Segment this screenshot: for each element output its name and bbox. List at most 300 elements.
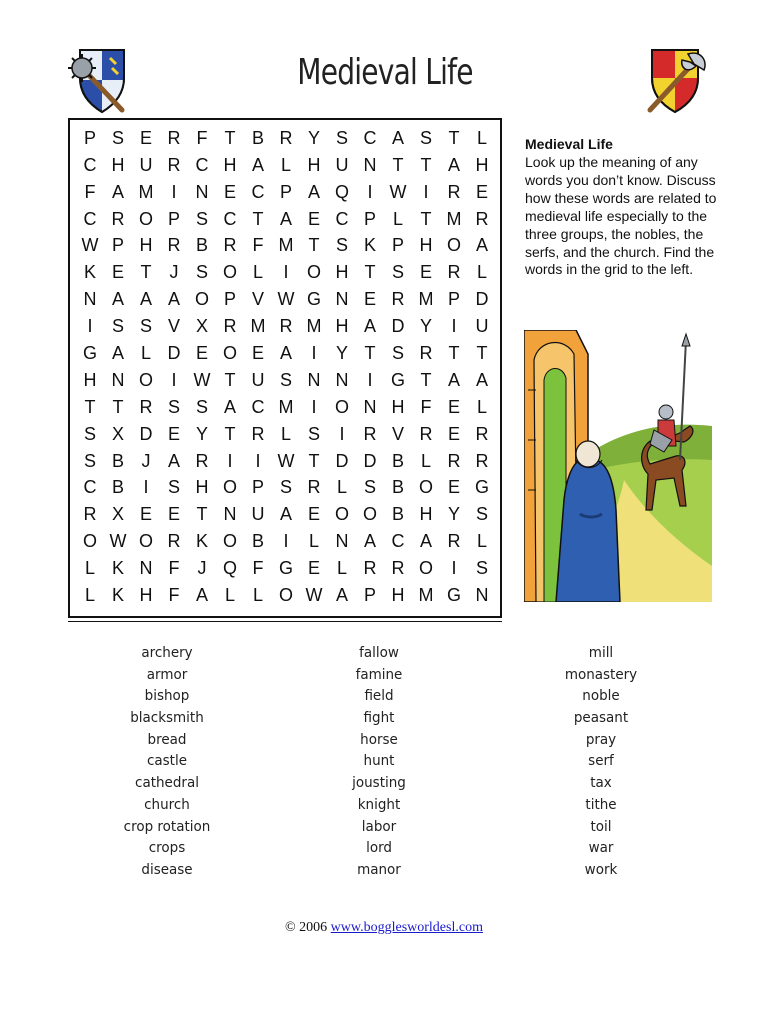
grid-letter: C — [363, 127, 377, 148]
grid-letter: K — [195, 531, 208, 552]
grid-letter: D — [363, 450, 377, 471]
footer — [0, 920, 768, 936]
word-list-item: cathedral — [135, 775, 199, 792]
grid-letter: A — [195, 585, 208, 606]
grid-letter: P — [363, 585, 376, 606]
word-list-item: tax — [590, 775, 612, 792]
grid-letter: S — [111, 316, 124, 337]
word-list-item: field — [364, 688, 394, 705]
grid-letter: N — [335, 369, 349, 390]
grid-letter: E — [419, 262, 432, 283]
grid-letter: A — [111, 181, 124, 202]
grid-letter: A — [363, 531, 376, 552]
grid-letter: O — [418, 477, 433, 498]
grid-letter: R — [251, 423, 265, 444]
grid-letter: O — [334, 504, 349, 525]
grid-letter: J — [169, 262, 179, 283]
grid-letter: T — [420, 208, 432, 229]
grid-letter: W — [277, 450, 295, 471]
grid-letter: Y — [307, 127, 320, 148]
grid-letter: A — [363, 316, 376, 337]
grid-letter: A — [447, 154, 460, 175]
word-column-3 — [521, 643, 681, 882]
grid-letter: Y — [419, 316, 432, 337]
grid-letter: E — [251, 343, 264, 364]
grid-letter: I — [423, 181, 429, 202]
grid-letter: E — [167, 504, 180, 525]
grid-letter: L — [420, 450, 431, 471]
grid-letter: S — [111, 127, 124, 148]
grid-letter: M — [446, 208, 462, 229]
grid-letter: H — [391, 585, 405, 606]
grid-letter: S — [167, 477, 180, 498]
grid-letter: R — [139, 396, 153, 417]
grid-letter: L — [140, 343, 151, 364]
grid-letter: R — [447, 450, 461, 471]
grid-letter: F — [168, 558, 180, 579]
word-list-item: church — [144, 796, 190, 813]
grid-letter: N — [335, 531, 349, 552]
grid-letter: E — [307, 504, 320, 525]
grid-letter: W — [81, 235, 99, 256]
word-list-item: famine — [355, 666, 403, 683]
grid-letter: E — [139, 504, 152, 525]
grid-letter: S — [279, 369, 292, 390]
grid-letter: E — [195, 343, 208, 364]
grid-letter: M — [306, 316, 322, 337]
grid-letter: F — [252, 235, 264, 256]
copyright-text: © 2006 — [285, 920, 328, 935]
grid-letter: S — [279, 477, 292, 498]
grid-letter: S — [83, 423, 96, 444]
word-list-item: fight — [363, 710, 395, 727]
grid-letter: D — [475, 289, 489, 310]
grid-letter: T — [420, 369, 432, 390]
grid-letter: R — [279, 127, 293, 148]
grid-letter: E — [447, 477, 460, 498]
word-list-item: toil — [590, 818, 612, 835]
grid-letter: F — [420, 396, 432, 417]
grid-letter: A — [279, 208, 292, 229]
grid-letter: T — [308, 235, 320, 256]
grid-letter: A — [167, 450, 180, 471]
grid-letter: Q — [222, 558, 237, 579]
grid-letter: I — [339, 423, 345, 444]
grid-letter: A — [391, 127, 404, 148]
word-list-item: pray — [585, 731, 617, 748]
grid-letter: L — [476, 127, 487, 148]
grid-underline — [68, 621, 502, 622]
grid-letter: R — [83, 504, 97, 525]
grid-letter: A — [447, 369, 460, 390]
grid-letter: I — [227, 450, 233, 471]
website-link[interactable]: www.bogglesworldesl.com — [330, 920, 483, 935]
word-column-2 — [299, 643, 459, 882]
grid-letter: M — [250, 316, 266, 337]
grid-letter: H — [475, 154, 489, 175]
grid-letter: R — [447, 262, 461, 283]
word-list-item: hunt — [363, 753, 395, 770]
grid-letter: L — [84, 558, 95, 579]
word-list-item: crops — [148, 840, 186, 857]
word-list-item: castle — [146, 753, 188, 770]
grid-letter: A — [223, 396, 236, 417]
grid-letter: I — [311, 343, 317, 364]
word-list-item: war — [588, 840, 614, 857]
grid-letter: O — [334, 396, 349, 417]
grid-letter: A — [475, 235, 488, 256]
grid-letter: N — [363, 154, 377, 175]
grid-letter: P — [363, 208, 376, 229]
grid-letter: P — [83, 127, 96, 148]
grid-letter: F — [252, 558, 264, 579]
grid-letter: N — [83, 289, 97, 310]
grid-letter: C — [83, 477, 97, 498]
grid-letter: N — [307, 369, 321, 390]
grid-letter: T — [420, 154, 432, 175]
grid-letter: R — [307, 477, 321, 498]
grid-letter: O — [138, 369, 153, 390]
grid-letter: R — [167, 127, 181, 148]
grid-letter: D — [167, 343, 181, 364]
grid-letter: R — [475, 208, 489, 229]
grid-letter: H — [139, 585, 153, 606]
grid-letter: G — [278, 558, 293, 579]
grid-letter: A — [335, 585, 348, 606]
grid-letter: H — [391, 396, 405, 417]
grid-letter: S — [195, 396, 208, 417]
grid-letter: D — [335, 450, 349, 471]
grid-letter: C — [251, 396, 265, 417]
grid-letter: A — [167, 289, 180, 310]
grid-letter: B — [251, 531, 264, 552]
grid-letter: H — [307, 154, 321, 175]
grid-letter: B — [251, 127, 264, 148]
grid-letter: H — [419, 504, 433, 525]
grid-letter: R — [223, 316, 237, 337]
word-column-1 — [87, 643, 247, 882]
grid-letter: E — [167, 423, 180, 444]
grid-letter: C — [223, 208, 237, 229]
grid-letter: O — [222, 343, 237, 364]
word-list-item: mill — [588, 645, 614, 661]
grid-letter: O — [446, 235, 461, 256]
grid-letter: R — [391, 558, 405, 579]
axe-shield-icon — [640, 44, 712, 116]
grid-letter: I — [451, 316, 457, 337]
grid-letter: A — [139, 289, 152, 310]
grid-letter: P — [167, 208, 180, 229]
grid-letter: O — [222, 262, 237, 283]
grid-letter: A — [279, 504, 292, 525]
grid-letter: S — [419, 127, 432, 148]
grid-letter: S — [475, 504, 488, 525]
grid-letter: S — [335, 235, 348, 256]
grid-letter: A — [475, 369, 488, 390]
grid-letter: J — [197, 558, 207, 579]
grid-letter: D — [391, 316, 405, 337]
word-list-item: armor — [146, 666, 188, 683]
word-search-grid — [76, 125, 496, 609]
grid-letter: O — [278, 585, 293, 606]
grid-letter: R — [475, 423, 489, 444]
grid-letter: T — [364, 343, 376, 364]
grid-letter: T — [364, 262, 376, 283]
grid-letter: O — [222, 477, 237, 498]
grid-letter: T — [140, 262, 152, 283]
grid-letter: I — [311, 396, 317, 417]
grid-letter: R — [279, 316, 293, 337]
word-list-item: bread — [147, 731, 187, 748]
grid-letter: W — [193, 369, 211, 390]
grid-letter: R — [363, 423, 377, 444]
grid-letter: G — [474, 477, 489, 498]
monk-knight-illustration — [524, 330, 712, 602]
grid-letter: V — [251, 289, 264, 310]
word-list-item: monastery — [564, 666, 638, 683]
word-list-item: bishop — [144, 688, 190, 705]
grid-letter: I — [367, 369, 373, 390]
grid-letter: H — [335, 262, 349, 283]
grid-letter: O — [138, 531, 153, 552]
grid-letter: G — [306, 289, 321, 310]
grid-letter: H — [111, 154, 125, 175]
word-list-item: peasant — [573, 710, 629, 727]
grid-letter: B — [391, 450, 404, 471]
grid-letter: S — [195, 208, 208, 229]
grid-letter: N — [363, 396, 377, 417]
grid-letter: X — [195, 316, 208, 337]
grid-letter: N — [223, 504, 237, 525]
grid-letter: S — [391, 343, 404, 364]
grid-letter: K — [111, 585, 124, 606]
grid-letter: E — [447, 423, 460, 444]
word-list-item: labor — [361, 818, 397, 835]
grid-letter: A — [251, 154, 264, 175]
grid-letter: E — [223, 181, 236, 202]
word-list-item: lord — [366, 840, 392, 857]
grid-letter: L — [476, 262, 487, 283]
grid-letter: H — [223, 154, 237, 175]
grid-letter: S — [83, 450, 96, 471]
grid-letter: N — [475, 585, 489, 606]
grid-letter: H — [419, 235, 433, 256]
grid-letter: M — [418, 289, 434, 310]
grid-letter: M — [418, 585, 434, 606]
grid-letter: R — [167, 531, 181, 552]
grid-letter: R — [447, 181, 461, 202]
grid-letter: L — [252, 262, 263, 283]
grid-letter: B — [195, 235, 208, 256]
grid-letter: T — [476, 343, 488, 364]
grid-letter: T — [112, 396, 124, 417]
grid-letter: Y — [195, 423, 208, 444]
grid-letter: K — [111, 558, 124, 579]
grid-letter: L — [476, 531, 487, 552]
grid-letter: H — [335, 316, 349, 337]
grid-letter: G — [82, 343, 97, 364]
grid-letter: W — [305, 585, 323, 606]
grid-letter: I — [283, 262, 289, 283]
grid-letter: K — [83, 262, 96, 283]
grid-letter: B — [391, 504, 404, 525]
word-list-item: fallow — [359, 645, 399, 661]
grid-letter: Y — [335, 343, 348, 364]
grid-letter: I — [87, 316, 93, 337]
grid-letter: P — [111, 235, 124, 256]
grid-letter: T — [196, 504, 208, 525]
grid-letter: O — [194, 289, 209, 310]
grid-letter: T — [224, 423, 236, 444]
grid-letter: T — [392, 154, 404, 175]
word-list-item: work — [584, 861, 618, 878]
grid-letter: A — [419, 531, 432, 552]
grid-letter: B — [111, 477, 124, 498]
grid-letter: S — [139, 316, 152, 337]
grid-letter: L — [252, 585, 263, 606]
grid-letter: T — [84, 396, 96, 417]
grid-letter: U — [139, 154, 153, 175]
grid-letter: C — [251, 181, 265, 202]
grid-letter: R — [111, 208, 125, 229]
grid-letter: I — [367, 181, 373, 202]
grid-letter: A — [279, 343, 292, 364]
grid-letter: E — [307, 208, 320, 229]
grid-letter: N — [195, 181, 209, 202]
grid-letter: L — [308, 531, 319, 552]
grid-letter: U — [251, 369, 265, 390]
grid-letter: T — [252, 208, 264, 229]
grid-letter: P — [391, 235, 404, 256]
grid-letter: P — [223, 289, 236, 310]
grid-letter: P — [279, 181, 292, 202]
word-lists — [96, 643, 696, 883]
grid-letter: U — [475, 316, 489, 337]
grid-letter: W — [389, 181, 407, 202]
mace-shield-icon — [64, 44, 136, 116]
grid-letter: R — [475, 450, 489, 471]
grid-letter: J — [141, 450, 151, 471]
grid-letter: L — [224, 585, 235, 606]
grid-letter: H — [139, 235, 153, 256]
word-list-item: blacksmith — [130, 710, 204, 727]
grid-letter: L — [280, 154, 291, 175]
grid-letter: O — [362, 504, 377, 525]
grid-letter: S — [475, 558, 488, 579]
grid-letter: X — [111, 504, 124, 525]
grid-letter: V — [167, 316, 180, 337]
grid-letter: F — [168, 585, 180, 606]
word-list-item: knight — [357, 796, 401, 813]
grid-letter: S — [167, 396, 180, 417]
grid-letter: M — [138, 181, 154, 202]
grid-letter: O — [138, 208, 153, 229]
grid-letter: L — [336, 477, 347, 498]
grid-letter: M — [278, 396, 294, 417]
grid-letter: I — [171, 369, 177, 390]
word-list-item: serf — [588, 753, 614, 770]
grid-letter: L — [84, 585, 95, 606]
grid-letter: G — [446, 585, 461, 606]
grid-letter: F — [84, 181, 96, 202]
word-list-item: disease — [141, 861, 193, 878]
grid-letter: S — [391, 262, 404, 283]
grid-letter: A — [307, 181, 320, 202]
grid-letter: I — [283, 531, 289, 552]
grid-letter: T — [224, 369, 236, 390]
grid-letter: Q — [334, 181, 349, 202]
grid-letter: Y — [447, 504, 460, 525]
grid-letter: S — [335, 127, 348, 148]
grid-letter: R — [363, 558, 377, 579]
grid-letter: G — [390, 369, 405, 390]
grid-letter: R — [419, 423, 433, 444]
grid-letter: T — [448, 127, 460, 148]
grid-letter: R — [391, 289, 405, 310]
grid-letter: V — [391, 423, 404, 444]
grid-letter: T — [308, 450, 320, 471]
grid-letter: C — [335, 208, 349, 229]
grid-letter: W — [277, 289, 295, 310]
grid-letter: N — [139, 558, 153, 579]
word-list-item: archery — [141, 645, 193, 661]
grid-letter: S — [307, 423, 320, 444]
grid-letter: L — [392, 208, 403, 229]
grid-letter: T — [448, 343, 460, 364]
grid-letter: D — [139, 423, 153, 444]
grid-letter: O — [222, 531, 237, 552]
grid-letter: A — [111, 289, 124, 310]
grid-letter: O — [306, 262, 321, 283]
grid-letter: I — [143, 477, 149, 498]
grid-letter: E — [139, 127, 152, 148]
sidebar-instructions: Look up the meaning of any words you don’t know. Discuss how these words are related to medieval life especially to the three groups, the nobles, the serfs, and the church. Find the words in the grid to the left. — [525, 154, 717, 278]
grid-letter: R — [447, 531, 461, 552]
grid-letter: L — [280, 423, 291, 444]
grid-letter: C — [391, 531, 405, 552]
grid-letter: R — [167, 154, 181, 175]
grid-letter: T — [224, 127, 236, 148]
grid-letter: M — [278, 235, 294, 256]
grid-letter: H — [83, 369, 97, 390]
grid-letter: I — [451, 558, 457, 579]
grid-letter: K — [363, 235, 376, 256]
grid-letter: F — [196, 127, 208, 148]
word-list-item: manor — [357, 861, 401, 878]
grid-letter: B — [391, 477, 404, 498]
word-list-item: horse — [360, 731, 398, 748]
grid-letter: N — [111, 369, 125, 390]
word-list-item: tithe — [585, 796, 617, 813]
grid-letter: N — [335, 289, 349, 310]
grid-letter: C — [195, 154, 209, 175]
grid-letter: R — [223, 235, 237, 256]
grid-letter: R — [167, 235, 181, 256]
grid-letter: C — [83, 154, 97, 175]
grid-letter: B — [111, 450, 124, 471]
grid-letter: U — [335, 154, 349, 175]
grid-letter: W — [109, 531, 127, 552]
grid-letter: I — [171, 181, 177, 202]
grid-letter: S — [195, 262, 208, 283]
word-list-item: crop rotation — [123, 818, 211, 835]
grid-letter: H — [195, 477, 209, 498]
grid-letter: E — [111, 262, 124, 283]
grid-letter: I — [255, 450, 261, 471]
word-list-item: noble — [582, 688, 620, 705]
grid-letter: S — [363, 477, 376, 498]
word-list-item: jousting — [352, 775, 406, 792]
